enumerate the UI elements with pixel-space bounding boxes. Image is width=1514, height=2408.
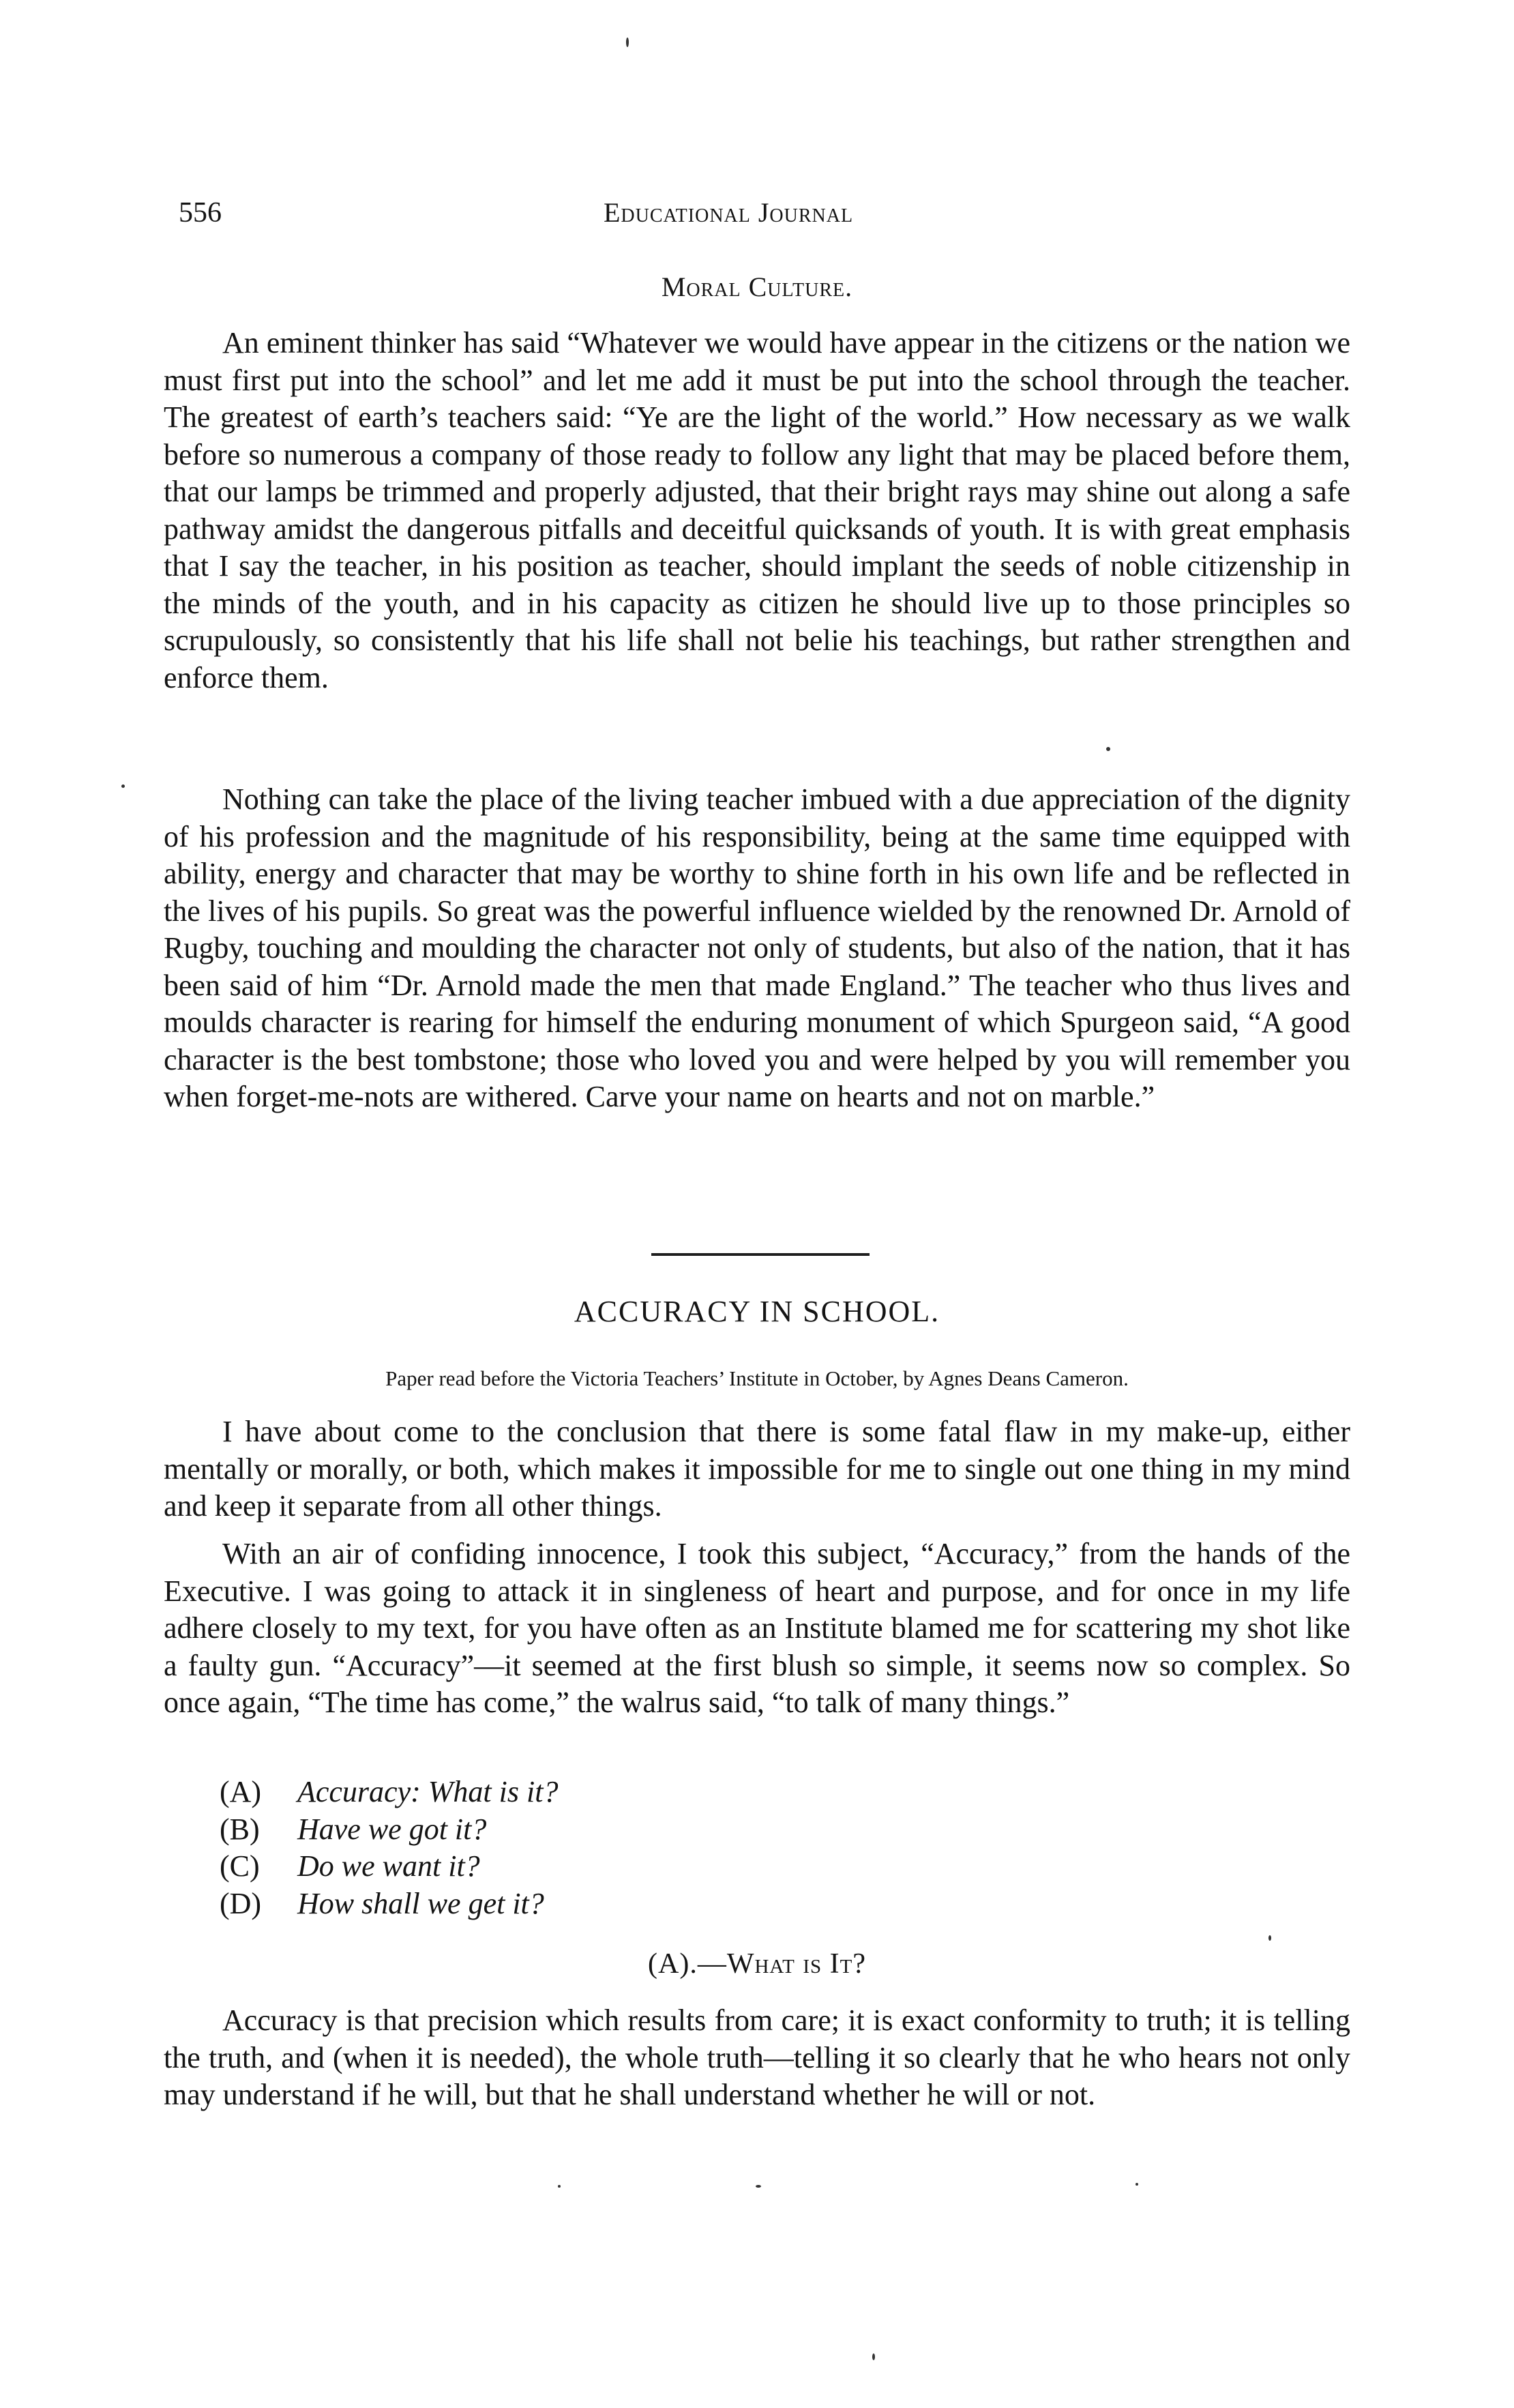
- scan-speck: [121, 784, 125, 788]
- scan-speck: [558, 2185, 561, 2188]
- article-byline: Paper read before the Victoria Teachers’ Institute in October, by Agnes Deans Cameron.: [385, 1366, 1129, 1390]
- article-title: ACCURACY IN SCHOOL.: [574, 1295, 940, 1328]
- scan-speck: [1106, 747, 1110, 751]
- question-text: How shall we get it?: [297, 1886, 544, 1920]
- accuracy-paragraph-3: Accuracy is that precision which results from care; it is exact conformity to truth; it is telling the truth, and (when it is needed), the whole truth—telling it so clearly that he who hears not only may understand if he will, but that he shall understand whether he will or not.: [164, 2003, 1350, 2111]
- moral-culture-paragraph-2: Nothing can take the place of the living teacher imbued with a due appreciation of the dignity of his profession and the magnitude of his responsibility, being at the same time equipped with ability, energy and character that may be worthy to shine forth in his own life and be reflected in the lives of his pupils. So great was the powerful influence wielded by the renowned Dr. Arnold of Rugby, touching and moulding the character not only of students, but also of the nation, that it has been said of him “Dr. Arnold made the men that made England.” The teacher who thus lives and moulds character is rearing for himself the enduring monument of which Spurgeon said, “A good character is the best tombstone; those who loved you and were helped by you will remember you when forget-me-nots are withered. Carve your name on hearts and not on marble.”: [164, 782, 1350, 1113]
- section-divider: [651, 1253, 870, 1256]
- section-title-moral-culture: Moral Culture.: [661, 271, 853, 302]
- question-item: [220, 1848, 558, 1885]
- question-list: [220, 1774, 558, 1922]
- question-item: [220, 1885, 558, 1923]
- scan-speck: [756, 2185, 761, 2188]
- accuracy-paragraph-1: I have about come to the conclusion that there is some fatal flaw in my make-up, either mentally or morally, or both, which makes it impossible for me to single out one thing in my mind and keep it separate from all other things.: [164, 1415, 1350, 1523]
- scan-speck: [626, 38, 629, 47]
- subsection-title: (A).—What is It?: [648, 1948, 866, 1980]
- scan-speck: [1136, 2183, 1138, 2186]
- page-number: 556: [179, 197, 222, 229]
- question-key: (A): [220, 1775, 262, 1808]
- question-item: [220, 1811, 558, 1849]
- scan-speck: [872, 2353, 875, 2360]
- question-key: (D): [220, 1886, 262, 1920]
- accuracy-paragraph-2: With an air of confiding innocence, I took this subject, “Accuracy,” from the hands of the Executive. I was going to attack it in singleness of heart and purpose, and for once in my life adhere closely to my text, for you have often as an Institute blamed me for scattering my shot like a faulty gun. “Accuracy”—it seemed at the first blush so simple, it seems now so complex. So once again, “The time has come,” the walrus said, “to talk of many things.”: [164, 1537, 1350, 1719]
- question-item: [220, 1774, 558, 1811]
- running-head: Educational Journal: [604, 197, 854, 228]
- scan-speck: [1268, 1935, 1271, 1941]
- question-text: Have we got it?: [297, 1812, 487, 1846]
- moral-culture-paragraph-1: An eminent thinker has said “Whatever we would have appear in the citizens or the nation we must first put into the school” and let me add it must be put into the school through the teacher. The greatest of earth’s teachers said: “Ye are the light of the world.” How necessary as we walk before so numerous a company of those ready to follow any light that may be placed before them, that our lamps be trimmed and properly adjusted, that their bright rays may shine out along a safe pathway amidst the dangerous pitfalls and deceitful quicksands of youth. It is with great emphasis that I say the teacher, in his position as teacher, should implant the seeds of noble citizenship in the minds of the youth, and in his capacity as citizen he should live up to those principles so scrupulously, so consistently that his life shall not belie his teachings, but rather strengthen and enforce them.: [164, 326, 1350, 694]
- question-key: (C): [220, 1849, 260, 1883]
- question-key: (B): [220, 1812, 260, 1846]
- question-text: Accuracy: What is it?: [297, 1775, 559, 1808]
- question-text: Do we want it?: [297, 1849, 480, 1883]
